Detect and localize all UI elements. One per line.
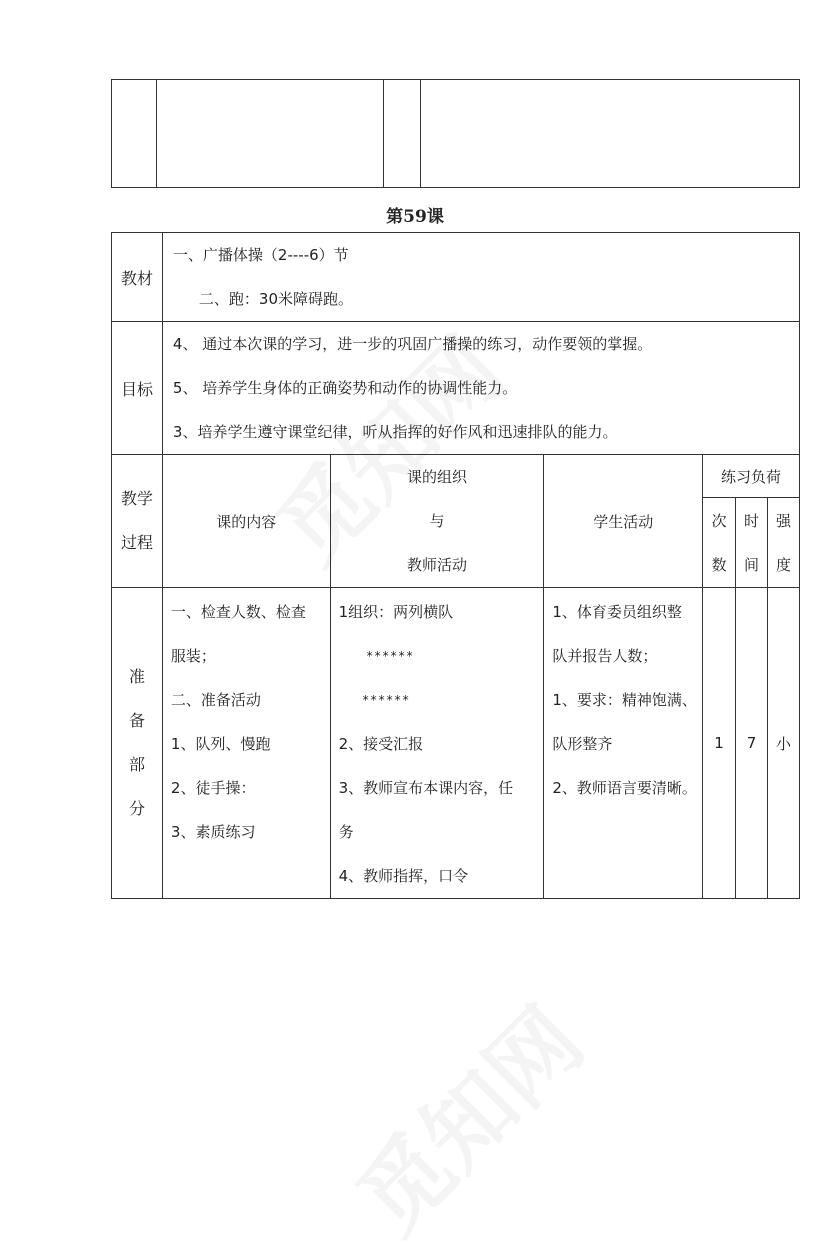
previous-lesson-table xyxy=(111,79,800,188)
goals-label: 目标 xyxy=(112,322,163,455)
org-line: 务 xyxy=(338,823,354,841)
load-header-char: 次 xyxy=(711,511,727,530)
formation-row: ****** xyxy=(362,693,411,707)
material-item: 二、跑：30米障碍跑。 xyxy=(198,290,354,308)
material-item: 一、广播体操（2----6）节 xyxy=(172,246,349,264)
goals-content xyxy=(162,322,799,455)
student-line: 队形整齐 xyxy=(552,735,613,753)
prep-content-line: 1、队列、慢跑 xyxy=(170,735,271,753)
student-line: 1、体育委员组织整 xyxy=(552,603,682,621)
load-header-char: 时 xyxy=(744,511,760,530)
empty-cell xyxy=(421,80,800,188)
prep-content xyxy=(162,588,330,899)
load-header-char: 间 xyxy=(744,555,760,574)
org-line: 1组织：两列横队 xyxy=(338,603,454,621)
watermark xyxy=(324,974,607,1256)
prep-organization xyxy=(330,588,544,899)
student-line: 1、要求：精神饱满、 xyxy=(552,691,697,709)
prep-content-line: 3、素质练习 xyxy=(170,823,256,841)
goal-item: 3、培养学生遵守课堂纪律，听从指挥的好作风和迅速排队的能力。 xyxy=(172,423,618,441)
load-header-char: 度 xyxy=(775,555,791,574)
prep-count: 1 xyxy=(703,588,736,899)
prep-content-line: 服装； xyxy=(170,647,216,665)
prep-content-line: 2、徒手操： xyxy=(170,779,256,797)
formation-row: ****** xyxy=(366,649,415,663)
empty-cell xyxy=(112,80,157,188)
prep-intensity: 小 xyxy=(768,588,800,899)
empty-cell xyxy=(384,80,421,188)
student-line: 2、教师语言要清晰。 xyxy=(552,779,697,797)
prep-section-row xyxy=(112,588,800,899)
organization-header xyxy=(330,455,544,588)
material-content xyxy=(162,233,799,322)
load-count-header xyxy=(703,498,736,588)
load-header: 练习负荷 xyxy=(703,455,800,498)
student-line: 队并报告人数； xyxy=(552,647,658,665)
prep-label-char: 部 xyxy=(128,755,145,774)
process-label-line: 教学 xyxy=(120,489,153,508)
lesson-title: 第59课 xyxy=(386,207,444,227)
load-intensity-header xyxy=(768,498,800,588)
goals-row xyxy=(112,322,800,455)
organization-header-line: 课的组织 xyxy=(406,468,467,486)
student-activity-header: 学生活动 xyxy=(544,455,703,588)
material-row xyxy=(112,233,800,322)
prep-student-activity xyxy=(544,588,703,899)
process-label xyxy=(112,455,163,588)
prep-label-char: 分 xyxy=(128,799,145,818)
prep-content-line: 二、准备活动 xyxy=(170,691,261,709)
org-line: 2、接受汇报 xyxy=(338,735,424,753)
content-header: 课的内容 xyxy=(162,455,330,588)
org-line: 4、教师指挥，口令 xyxy=(338,867,469,885)
goal-item: 4、 通过本次课的学习，进一步的巩固广播操的练习，动作要领的掌握。 xyxy=(172,335,653,353)
organization-header-line: 教师活动 xyxy=(406,556,467,574)
load-header-char: 数 xyxy=(711,555,727,574)
process-header-row xyxy=(112,455,800,498)
prep-content-line: 一、检查人数、检查 xyxy=(170,603,306,621)
material-label: 教材 xyxy=(112,233,163,322)
load-header-char: 强 xyxy=(775,511,791,530)
org-line: 3、教师宣布本课内容，任 xyxy=(338,779,514,797)
prep-section-label xyxy=(112,588,163,899)
goal-item: 5、 培养学生身体的正确姿势和动作的协调性能力。 xyxy=(172,379,518,397)
empty-cell xyxy=(157,80,384,188)
load-time-header xyxy=(736,498,768,588)
prep-time: 7 xyxy=(736,588,768,899)
process-label-line: 过程 xyxy=(120,533,153,552)
prep-label-char: 准 xyxy=(128,667,145,686)
organization-header-line: 与 xyxy=(429,512,445,530)
prep-label-char: 备 xyxy=(128,711,145,730)
lesson-plan-table xyxy=(111,232,800,899)
